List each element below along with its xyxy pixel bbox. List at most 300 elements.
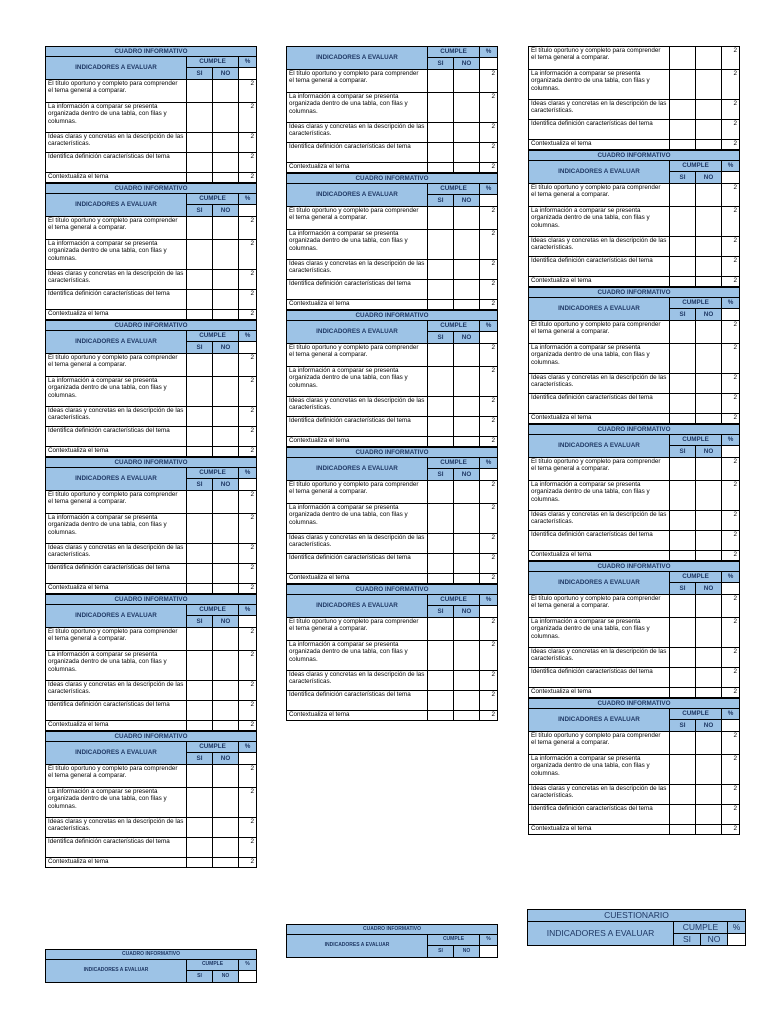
no-cell[interactable] xyxy=(696,785,722,805)
rubric-table xyxy=(286,447,498,584)
no-cell[interactable] xyxy=(454,481,480,504)
no-cell[interactable] xyxy=(454,93,480,123)
no-cell[interactable] xyxy=(454,280,480,300)
rubric-table xyxy=(45,731,257,868)
cuestionario-cumple-header: CUMPLE xyxy=(674,922,728,934)
score-cell: 2 xyxy=(239,80,257,103)
no-cell[interactable] xyxy=(454,123,480,143)
no-cell[interactable] xyxy=(696,755,722,785)
score-cell: 2 xyxy=(480,481,498,504)
si-cell[interactable] xyxy=(428,163,454,173)
indicators-header: INDICADORES A EVALUAR xyxy=(287,935,428,958)
indicator-text: El título oportuno y completo para comprender el tema general a comparar. xyxy=(287,481,428,504)
no-cell[interactable] xyxy=(696,394,722,414)
si-cell[interactable] xyxy=(187,818,213,838)
table-title: CUADRO INFORMATIVO xyxy=(46,458,257,468)
indicator-text: La información a comparar se presenta organizada dentro de una tabla, con filas y columnas. xyxy=(46,788,187,818)
header-blank-cell xyxy=(239,205,257,217)
table-row xyxy=(287,397,498,417)
no-cell[interactable] xyxy=(454,143,480,163)
si-cell[interactable] xyxy=(428,417,454,437)
table-row xyxy=(529,481,740,511)
no-cell[interactable] xyxy=(213,681,239,701)
no-cell[interactable] xyxy=(213,377,239,407)
no-cell[interactable] xyxy=(213,240,239,270)
score-cell: 2 xyxy=(239,765,257,788)
si-cell[interactable] xyxy=(187,153,213,173)
score-cell: 2 xyxy=(722,805,740,825)
si-cell[interactable] xyxy=(428,260,454,280)
no-cell[interactable] xyxy=(213,103,239,133)
indicator-text: Identifica definición características del tema xyxy=(529,531,670,551)
table-row xyxy=(529,618,740,648)
header-blank-cell xyxy=(480,332,498,344)
si-cell[interactable] xyxy=(670,595,696,618)
no-cell[interactable] xyxy=(213,818,239,838)
table-row xyxy=(287,280,498,300)
si-cell[interactable] xyxy=(187,103,213,133)
si-header: SI xyxy=(187,479,213,491)
percent-header: % xyxy=(239,605,257,616)
no-header: NO xyxy=(454,469,480,481)
no-cell[interactable] xyxy=(696,47,722,70)
table-title: CUADRO INFORMATIVO xyxy=(46,47,257,57)
table-row xyxy=(529,100,740,120)
si-cell[interactable] xyxy=(428,93,454,123)
no-cell[interactable] xyxy=(213,514,239,544)
si-cell[interactable] xyxy=(670,668,696,688)
si-cell[interactable] xyxy=(187,173,213,183)
indicator-text: Ideas claras y concretas en la descripción de las características. xyxy=(529,511,670,531)
indicator-text: Contextualiza el tema xyxy=(529,825,670,835)
si-cell[interactable] xyxy=(428,143,454,163)
header-blank-cell xyxy=(722,583,740,595)
no-header: NO xyxy=(696,583,722,595)
si-cell[interactable] xyxy=(670,394,696,414)
score-cell: 2 xyxy=(239,544,257,564)
no-cell[interactable] xyxy=(454,574,480,584)
table-row xyxy=(46,377,257,407)
si-cell[interactable] xyxy=(428,554,454,574)
no-cell[interactable] xyxy=(696,805,722,825)
percent-header: % xyxy=(722,298,740,309)
si-cell[interactable] xyxy=(670,47,696,70)
column-1 xyxy=(45,46,256,868)
rubric-table-continuation xyxy=(528,46,740,150)
no-cell[interactable] xyxy=(454,70,480,93)
si-cell[interactable] xyxy=(187,721,213,731)
score-cell: 2 xyxy=(239,103,257,133)
score-cell: 2 xyxy=(480,93,498,123)
no-cell[interactable] xyxy=(696,120,722,140)
no-cell[interactable] xyxy=(213,701,239,721)
rubric-table xyxy=(528,561,740,698)
no-cell[interactable] xyxy=(213,838,239,858)
indicator-text: El título oportuno y completo para comprender el tema general a comparar. xyxy=(46,628,187,651)
no-cell[interactable] xyxy=(213,858,239,868)
si-cell[interactable] xyxy=(428,230,454,260)
no-cell[interactable] xyxy=(213,564,239,584)
no-cell[interactable] xyxy=(696,321,722,344)
si-cell[interactable] xyxy=(670,321,696,344)
score-cell: 2 xyxy=(722,688,740,698)
no-cell[interactable] xyxy=(696,257,722,277)
si-header: SI xyxy=(187,753,213,765)
no-cell[interactable] xyxy=(696,184,722,207)
si-cell[interactable] xyxy=(670,688,696,698)
no-cell[interactable] xyxy=(213,427,239,447)
si-cell[interactable] xyxy=(187,270,213,290)
no-cell[interactable] xyxy=(454,437,480,447)
si-cell[interactable] xyxy=(187,407,213,427)
table-row xyxy=(46,628,257,651)
rubric-table xyxy=(45,949,257,983)
si-cell[interactable] xyxy=(187,628,213,651)
si-cell[interactable] xyxy=(187,133,213,153)
si-cell[interactable] xyxy=(670,237,696,257)
no-cell[interactable] xyxy=(696,648,722,668)
si-cell[interactable] xyxy=(428,280,454,300)
no-cell[interactable] xyxy=(696,511,722,531)
score-cell: 2 xyxy=(239,217,257,240)
no-cell[interactable] xyxy=(696,618,722,648)
table-title: CUADRO INFORMATIVO xyxy=(46,732,257,742)
si-cell[interactable] xyxy=(670,755,696,785)
table-row xyxy=(46,310,257,320)
si-cell[interactable] xyxy=(670,481,696,511)
si-cell[interactable] xyxy=(670,100,696,120)
no-cell[interactable] xyxy=(213,407,239,427)
score-cell: 2 xyxy=(722,732,740,755)
score-cell: 2 xyxy=(480,397,498,417)
indicator-text: Contextualiza el tema xyxy=(287,300,428,310)
si-cell[interactable] xyxy=(428,344,454,367)
table-row xyxy=(287,554,498,574)
si-header: SI xyxy=(670,446,696,458)
si-cell[interactable] xyxy=(187,858,213,868)
table-row xyxy=(287,618,498,641)
si-header: SI xyxy=(187,342,213,354)
header-blank-cell xyxy=(722,446,740,458)
table-row xyxy=(529,825,740,835)
si-cell[interactable] xyxy=(187,354,213,377)
table-row xyxy=(287,534,498,554)
indicator-text: El título oportuno y completo para comprender el tema general a comparar. xyxy=(529,184,670,207)
indicator-text: La información a comparar se presenta organizada dentro de una tabla, con filas y columnas. xyxy=(529,755,670,785)
no-cell[interactable] xyxy=(696,207,722,237)
si-header: SI xyxy=(187,616,213,628)
si-cell[interactable] xyxy=(670,618,696,648)
si-cell[interactable] xyxy=(187,290,213,310)
percent-header: % xyxy=(239,960,257,971)
rubric-table xyxy=(528,698,740,835)
si-cell[interactable] xyxy=(187,544,213,564)
indicator-text: El título oportuno y completo para comprender el tema general a comparar. xyxy=(46,354,187,377)
no-cell[interactable] xyxy=(696,277,722,287)
si-cell[interactable] xyxy=(187,217,213,240)
score-cell: 2 xyxy=(722,511,740,531)
si-header: SI xyxy=(428,332,454,344)
no-cell[interactable] xyxy=(454,618,480,641)
no-cell[interactable] xyxy=(454,554,480,574)
no-cell[interactable] xyxy=(696,825,722,835)
no-cell[interactable] xyxy=(454,260,480,280)
table-row xyxy=(287,143,498,163)
table-row xyxy=(529,120,740,140)
si-cell[interactable] xyxy=(187,491,213,514)
no-cell[interactable] xyxy=(696,551,722,561)
table-row xyxy=(287,344,498,367)
score-cell: 2 xyxy=(239,701,257,721)
indicator-text: Identifica definición características del tema xyxy=(46,153,187,173)
si-cell[interactable] xyxy=(187,564,213,584)
percent-header: % xyxy=(480,458,498,469)
si-cell[interactable] xyxy=(428,207,454,230)
no-cell[interactable] xyxy=(213,628,239,651)
no-cell[interactable] xyxy=(696,668,722,688)
no-cell[interactable] xyxy=(213,651,239,681)
si-cell[interactable] xyxy=(670,825,696,835)
no-cell[interactable] xyxy=(454,417,480,437)
no-cell[interactable] xyxy=(213,721,239,731)
table-title: CUADRO INFORMATIVO xyxy=(287,448,498,458)
si-cell[interactable] xyxy=(187,681,213,701)
indicator-text: La información a comparar se presenta organizada dentro de una tabla, con filas y columnas. xyxy=(46,240,187,270)
header-blank-cell xyxy=(480,195,498,207)
si-cell[interactable] xyxy=(670,120,696,140)
table-row xyxy=(529,595,740,618)
table-row xyxy=(46,681,257,701)
no-cell[interactable] xyxy=(696,344,722,374)
indicator-text: Contextualiza el tema xyxy=(287,711,428,721)
score-cell: 2 xyxy=(480,367,498,397)
no-cell[interactable] xyxy=(696,140,722,150)
score-cell: 2 xyxy=(722,207,740,237)
no-cell[interactable] xyxy=(696,458,722,481)
si-cell[interactable] xyxy=(670,458,696,481)
table-row xyxy=(46,514,257,544)
no-cell[interactable] xyxy=(213,491,239,514)
si-cell[interactable] xyxy=(187,447,213,457)
table-row xyxy=(46,407,257,427)
si-cell[interactable] xyxy=(187,240,213,270)
no-cell[interactable] xyxy=(213,584,239,594)
no-cell[interactable] xyxy=(454,671,480,691)
score-cell: 2 xyxy=(239,681,257,701)
no-cell[interactable] xyxy=(454,397,480,417)
no-cell[interactable] xyxy=(696,100,722,120)
si-cell[interactable] xyxy=(428,618,454,641)
no-cell[interactable] xyxy=(696,531,722,551)
indicator-text: Contextualiza el tema xyxy=(287,437,428,447)
si-cell[interactable] xyxy=(428,711,454,721)
indicator-text: La información a comparar se presenta organizada dentro de una tabla, con filas y columnas. xyxy=(46,377,187,407)
no-cell[interactable] xyxy=(454,207,480,230)
indicator-text: El título oportuno y completo para comprender el tema general a comparar. xyxy=(46,217,187,240)
si-cell[interactable] xyxy=(428,123,454,143)
no-cell[interactable] xyxy=(213,217,239,240)
si-cell[interactable] xyxy=(187,427,213,447)
indicator-text: La información a comparar se presenta organizada dentro de una tabla, con filas y columnas. xyxy=(287,367,428,397)
si-cell[interactable] xyxy=(428,691,454,711)
si-cell[interactable] xyxy=(670,207,696,237)
si-cell[interactable] xyxy=(670,414,696,424)
indicator-text: Ideas claras y concretas en la descripción de las características. xyxy=(46,407,187,427)
no-cell[interactable] xyxy=(213,133,239,153)
indicator-text: La información a comparar se presenta organizada dentro de una tabla, con filas y columnas. xyxy=(46,651,187,681)
no-cell[interactable] xyxy=(696,374,722,394)
si-cell[interactable] xyxy=(187,584,213,594)
no-cell[interactable] xyxy=(696,595,722,618)
si-cell[interactable] xyxy=(187,788,213,818)
score-cell: 2 xyxy=(722,237,740,257)
no-cell[interactable] xyxy=(696,732,722,755)
no-cell[interactable] xyxy=(696,414,722,424)
si-cell[interactable] xyxy=(670,511,696,531)
si-cell[interactable] xyxy=(670,531,696,551)
no-cell[interactable] xyxy=(696,481,722,511)
header-blank-cell xyxy=(480,946,498,958)
table-row xyxy=(287,574,498,584)
no-cell[interactable] xyxy=(454,534,480,554)
header-blank-cell xyxy=(239,479,257,491)
no-cell[interactable] xyxy=(213,270,239,290)
si-cell[interactable] xyxy=(428,300,454,310)
no-cell[interactable] xyxy=(454,344,480,367)
no-cell[interactable] xyxy=(454,367,480,397)
no-cell[interactable] xyxy=(696,70,722,100)
no-cell[interactable] xyxy=(213,765,239,788)
percent-header: % xyxy=(239,468,257,479)
si-cell[interactable] xyxy=(428,367,454,397)
si-cell[interactable] xyxy=(670,277,696,287)
si-cell[interactable] xyxy=(428,397,454,417)
no-cell[interactable] xyxy=(454,230,480,260)
indicator-text: Ideas claras y concretas en la descripción de las características. xyxy=(287,123,428,143)
indicators-header: INDICADORES A EVALUAR xyxy=(287,458,428,481)
si-cell[interactable] xyxy=(670,184,696,207)
no-cell[interactable] xyxy=(696,688,722,698)
table-row xyxy=(46,153,257,173)
si-cell[interactable] xyxy=(187,701,213,721)
si-cell[interactable] xyxy=(428,574,454,584)
si-cell[interactable] xyxy=(187,514,213,544)
si-cell[interactable] xyxy=(428,70,454,93)
score-cell: 2 xyxy=(722,458,740,481)
no-cell[interactable] xyxy=(213,447,239,457)
indicator-text: Ideas claras y concretas en la descripción de las características. xyxy=(529,785,670,805)
table-row xyxy=(529,184,740,207)
no-header: NO xyxy=(213,479,239,491)
cuestionario-no-header: NO xyxy=(701,934,728,946)
si-cell[interactable] xyxy=(670,70,696,100)
si-cell[interactable] xyxy=(187,377,213,407)
si-cell[interactable] xyxy=(670,805,696,825)
si-cell[interactable] xyxy=(428,504,454,534)
table-title: CUADRO INFORMATIVO xyxy=(529,151,740,161)
score-cell: 2 xyxy=(480,207,498,230)
si-cell[interactable] xyxy=(187,765,213,788)
score-cell: 2 xyxy=(480,618,498,641)
no-cell[interactable] xyxy=(213,354,239,377)
no-cell[interactable] xyxy=(454,504,480,534)
si-cell[interactable] xyxy=(187,80,213,103)
si-cell[interactable] xyxy=(428,437,454,447)
indicator-text: Identifica definición características del tema xyxy=(529,394,670,414)
score-cell: 2 xyxy=(480,143,498,163)
indicator-text: Identifica definición características del tema xyxy=(529,668,670,688)
score-cell: 2 xyxy=(722,374,740,394)
no-cell[interactable] xyxy=(454,163,480,173)
si-cell[interactable] xyxy=(670,257,696,277)
si-cell[interactable] xyxy=(670,732,696,755)
percent-header: % xyxy=(480,321,498,332)
score-cell: 2 xyxy=(239,491,257,514)
si-cell[interactable] xyxy=(187,838,213,858)
no-cell[interactable] xyxy=(454,691,480,711)
si-cell[interactable] xyxy=(187,651,213,681)
no-cell[interactable] xyxy=(213,153,239,173)
indicator-text: El título oportuno y completo para comprender el tema general a comparar. xyxy=(287,70,428,93)
no-cell[interactable] xyxy=(213,290,239,310)
no-cell[interactable] xyxy=(213,80,239,103)
no-cell[interactable] xyxy=(213,310,239,320)
cumple-header: CUMPLE xyxy=(187,960,239,971)
indicator-text: Contextualiza el tema xyxy=(46,310,187,320)
no-cell[interactable] xyxy=(213,544,239,564)
table-row xyxy=(529,374,740,394)
si-cell[interactable] xyxy=(428,671,454,691)
score-cell: 2 xyxy=(239,564,257,584)
si-cell[interactable] xyxy=(670,551,696,561)
si-cell[interactable] xyxy=(670,140,696,150)
si-cell[interactable] xyxy=(428,481,454,504)
table-row xyxy=(46,103,257,133)
si-cell[interactable] xyxy=(187,310,213,320)
si-cell[interactable] xyxy=(670,648,696,668)
indicator-text: Contextualiza el tema xyxy=(287,163,428,173)
table-row xyxy=(287,641,498,671)
si-cell[interactable] xyxy=(428,641,454,671)
indicators-header: INDICADORES A EVALUAR xyxy=(287,184,428,207)
table-title: CUADRO INFORMATIVO xyxy=(529,288,740,298)
no-cell[interactable] xyxy=(454,641,480,671)
table-row xyxy=(529,805,740,825)
no-cell[interactable] xyxy=(454,300,480,310)
no-cell[interactable] xyxy=(454,711,480,721)
cuestionario-blank-cell xyxy=(728,934,746,946)
indicator-text: Ideas claras y concretas en la descripción de las características. xyxy=(287,397,428,417)
no-cell[interactable] xyxy=(213,173,239,183)
si-header: SI xyxy=(670,309,696,321)
score-cell: 2 xyxy=(722,277,740,287)
cumple-header: CUMPLE xyxy=(670,435,722,446)
table-title: CUADRO INFORMATIVO xyxy=(529,699,740,709)
indicator-text: El título oportuno y completo para comprender el tema general a comparar. xyxy=(529,458,670,481)
header-blank-cell xyxy=(722,309,740,321)
table-row xyxy=(46,721,257,731)
header-blank-cell xyxy=(239,753,257,765)
indicator-text: Ideas claras y concretas en la descripción de las características. xyxy=(529,648,670,668)
si-cell[interactable] xyxy=(670,785,696,805)
si-cell[interactable] xyxy=(670,344,696,374)
no-cell[interactable] xyxy=(213,788,239,818)
si-cell[interactable] xyxy=(428,534,454,554)
no-cell[interactable] xyxy=(696,237,722,257)
header-blank-cell xyxy=(722,720,740,732)
table-row xyxy=(46,544,257,564)
si-cell[interactable] xyxy=(670,374,696,394)
